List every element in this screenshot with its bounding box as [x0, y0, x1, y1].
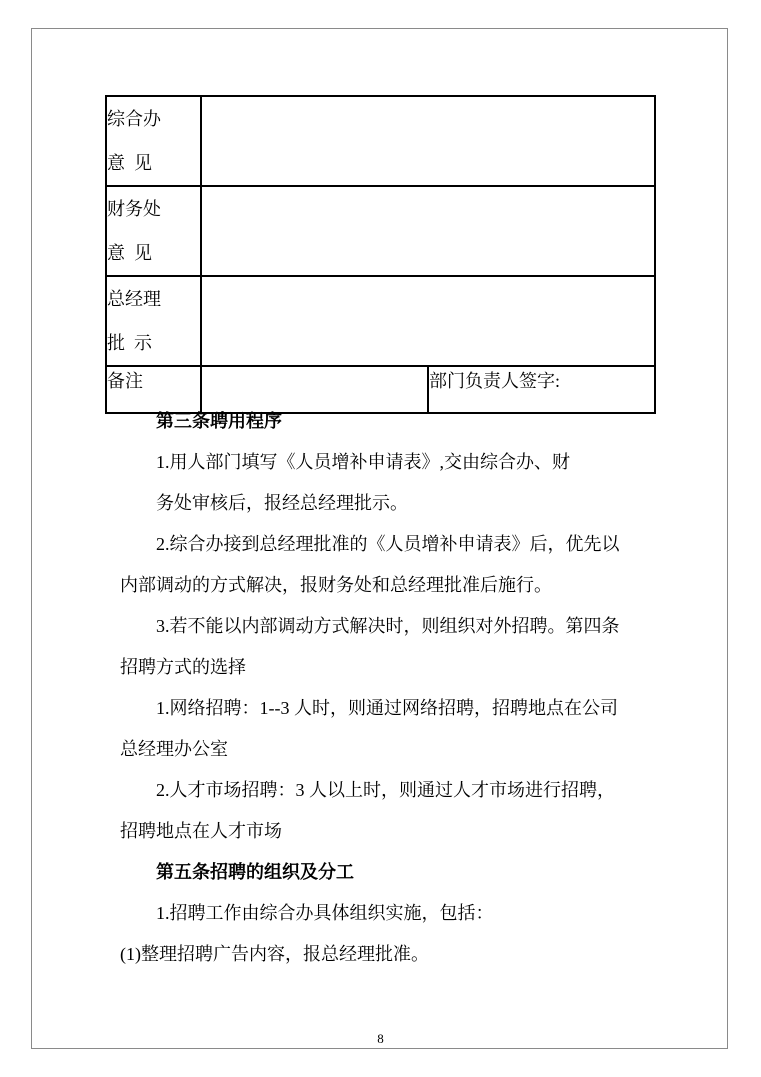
page-number: 8: [377, 1031, 384, 1046]
paragraph-line: 1.招聘工作由综合办具体组织实施，包括：: [156, 903, 494, 923]
heading-article-3: 第三条聘用程序: [156, 411, 282, 431]
table-row-finance: [106, 186, 655, 276]
approval-table: [105, 95, 656, 414]
table-row-general-office: [106, 96, 655, 186]
paragraph-line: 2.人才市场招聘：3 人以上时，则通过人才市场进行招聘，: [156, 780, 615, 800]
cell-general-manager-instruction: [201, 276, 655, 366]
cell-general-manager-label: [106, 276, 201, 366]
label-line-1: 财务处: [107, 199, 161, 219]
paragraph-line: 1.网络招聘：1--3 人时，则通过网络招聘，招聘地点在公司: [156, 698, 618, 718]
paragraph-line: 招聘方式的选择: [120, 657, 246, 677]
cell-finance-label: [106, 186, 201, 276]
label-line-1: 综合办: [107, 109, 161, 129]
cell-note-label: 备注: [106, 366, 201, 413]
label-line-2: 批 示: [107, 333, 152, 353]
cell-finance-opinion: [201, 186, 655, 276]
label-line-2: 意 见: [107, 153, 152, 173]
heading-article-5: 第五条招聘的组织及分工: [156, 862, 354, 882]
paragraph-line: 务处审核后，报经总经理批示。: [156, 493, 408, 513]
paragraph-line: 2.综合办接到总经理批准的《人员增补申请表》后，优先以: [156, 534, 620, 554]
paragraph-line: 内部调动的方式解决，报财务处和总经理批准后施行。: [120, 575, 552, 595]
cell-general-office-opinion: [201, 96, 655, 186]
cell-signature-label: 部门负责人签字:: [428, 366, 655, 413]
table-row-general-manager: [106, 276, 655, 366]
label-line-2: 意 见: [107, 243, 152, 263]
paragraph-line: (1)整理招聘广告内容，报总经理批准。: [120, 944, 429, 964]
cell-general-office-label: [106, 96, 201, 186]
paragraph-line: 总经理办公室: [120, 739, 228, 759]
paragraph-line: 1.用人部门填写《人员增补申请表》,交由综合办、财: [156, 452, 570, 472]
paragraph-line: 招聘地点在人才市场: [120, 821, 282, 841]
paragraph-line: 3.若不能以内部调动方式解决时，则组织对外招聘。第四条: [156, 616, 620, 636]
document-body: [120, 401, 665, 975]
label-line-1: 总经理: [107, 289, 161, 309]
